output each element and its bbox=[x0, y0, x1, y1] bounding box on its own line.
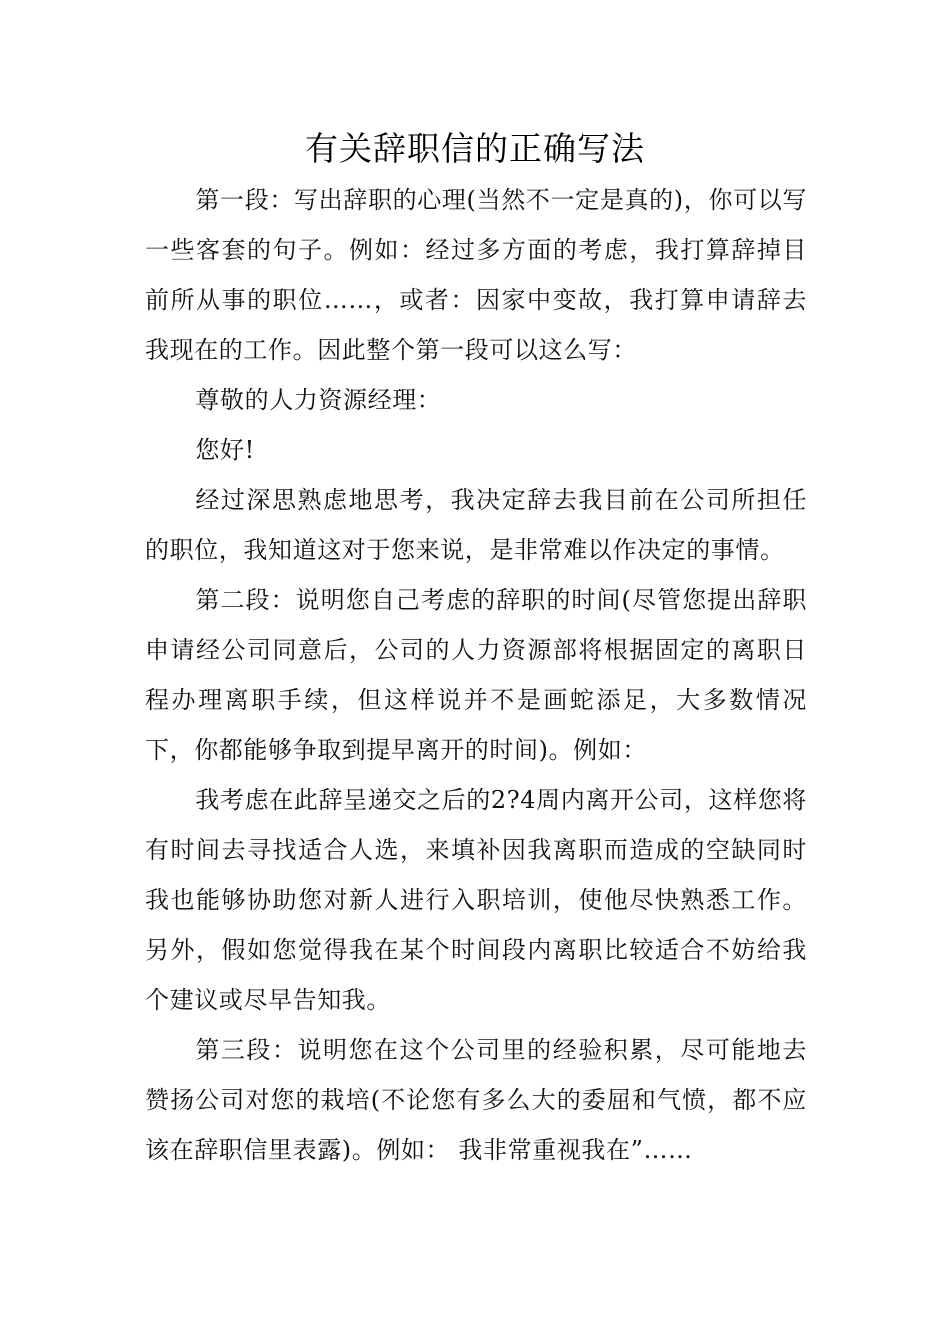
paragraph-1: 第一段：写出辞职的心理(当然不一定是真的)，你可以写一些客套的句子。例如：经过多方面的考虑，我打算辞掉目前所从事的职位……，或者：因家中变故，我打算申请辞去我现在的工作。因此整个第一段可以这么写： bbox=[145, 186, 807, 364]
paragraph-example-1: 经过深思熟虑地思考，我决定辞去我目前在公司所担任的职位，我知道这对于您来说，是非常难以作决定的事情。 bbox=[145, 486, 807, 564]
paragraph-3: 第三段：说明您在这个公司里的经验积累，尽可能地去赞扬公司对您的栽培(不论您有多么大的委屈和气愤，都不应该在辞职信里表露)。例如： 我非常重视我在”…… bbox=[145, 1036, 807, 1164]
document-body bbox=[145, 175, 807, 1175]
paragraph-2: 第二段：说明您自己考虑的辞职的时间(尽管您提出辞职申请经公司同意后，公司的人力资源部将根据固定的离职日程办理离职手续，但这样说并不是画蛇添足，大多数情况下，你都能够争取到提早离开的时间)。例如： bbox=[145, 586, 807, 764]
paragraph-salutation: 尊敬的人力资源经理： bbox=[195, 386, 442, 414]
paragraph-example-2: 我考虑在此辞呈递交之后的2?4周内离开公司，这样您将有时间去寻找适合人选，来填补因我离职而造成的空缺同时我也能够协助您对新人进行入职培训，使他尽快熟悉工作。另外，假如您觉得我在某个时间段内离职比较适合不妨给我个建议或尽早告知我。 bbox=[145, 786, 807, 1014]
document-title: 有关辞职信的正确写法 bbox=[305, 129, 645, 168]
paragraph-greeting: 您好! bbox=[195, 436, 255, 464]
